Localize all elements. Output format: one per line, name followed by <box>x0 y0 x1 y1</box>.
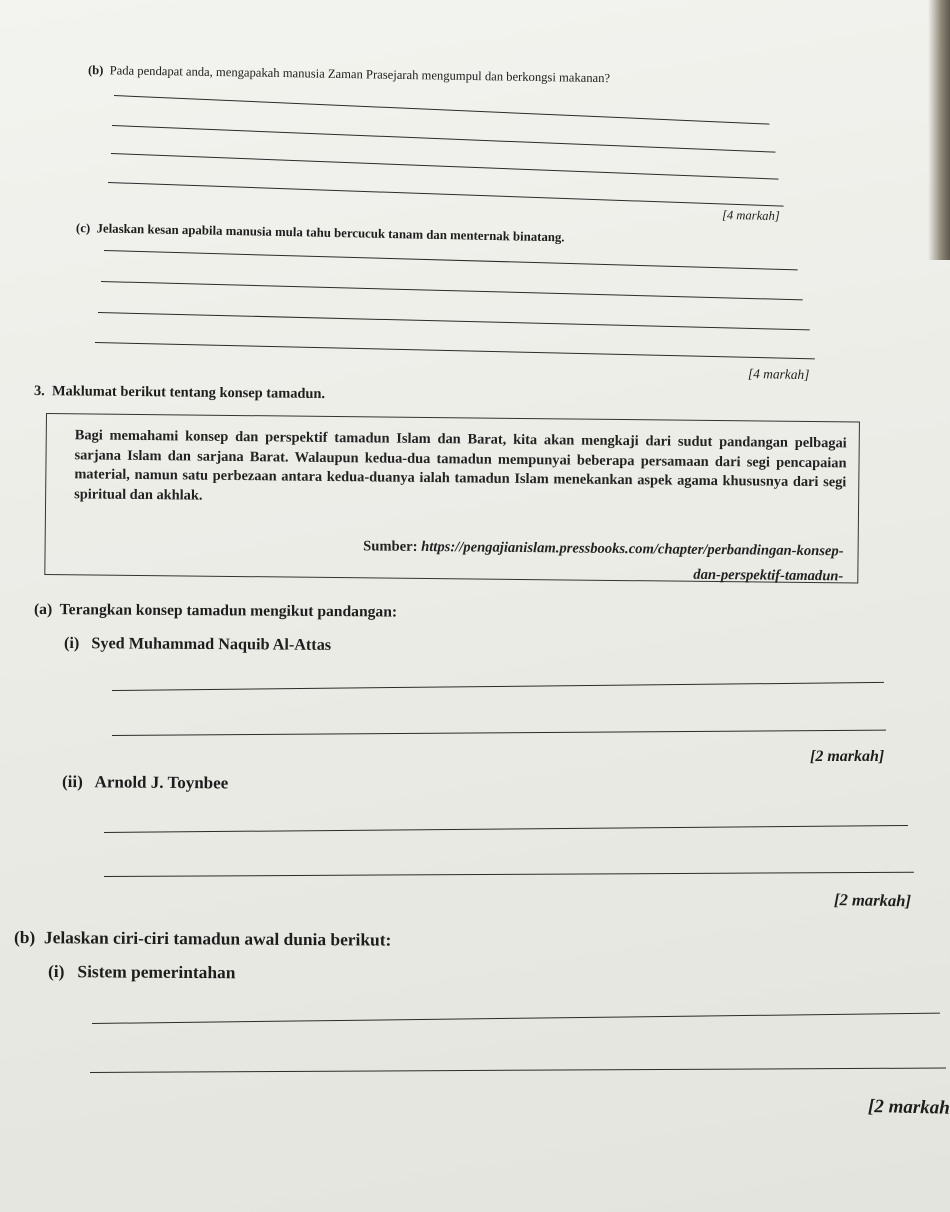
answer-line[interactable] <box>95 342 815 359</box>
source-url-2: dan-perspektif-tamadun- <box>693 566 844 585</box>
subquestion-label: (ii) <box>61 772 83 792</box>
question-label: (c) <box>75 221 91 236</box>
answer-line[interactable] <box>104 250 798 270</box>
answer-line[interactable] <box>111 153 779 180</box>
info-passage: Bagi memahami konsep dan perspektif tamadun Islam dan Barat, kita akan mengkaji dari sudut pandangan pelbagai sarjana Islam dan sarjana Barat. Walaupun kedua-dua tamadun mempunyai beberapa persamaan dari segi pencapaian material, namun satu perbezaan antara kedua-duanya ialah tamadun Islam menekankan aspek agama khususnya dari segi spiritual dan akhlak. <box>74 427 847 504</box>
question-text: Pada pendapat anda, mengapakah manusia Zaman Prasejarah mengumpul dan berkongsi makanan? <box>109 63 611 86</box>
page-edge-shadow <box>928 0 950 260</box>
info-box <box>44 413 860 584</box>
subquestion-label: (i) <box>47 961 65 982</box>
answer-line[interactable] <box>98 312 810 330</box>
question-label: (a) <box>33 601 53 619</box>
subquestion-text: Sistem pemerintahan <box>77 961 236 983</box>
question-3b <box>14 927 391 951</box>
question-intro: Maklumat berikut tentang konsep tamadun. <box>51 383 326 403</box>
marks-label: [4 markah] <box>721 208 780 224</box>
question-3-heading <box>34 383 325 403</box>
question-3b-i <box>48 961 236 983</box>
marks-label: [2 markah <box>867 1096 950 1119</box>
question-text: Terangkan konsep tamadun mengikut pandangan: <box>59 601 398 621</box>
source-label: Sumber: <box>363 538 418 555</box>
question-text: Jelaskan ciri-ciri tamadun awal dunia berikut: <box>43 927 392 950</box>
question-3a-ii <box>62 772 228 793</box>
question-label: (b) <box>87 63 104 78</box>
marks-label: [4 markah] <box>747 366 810 383</box>
answer-line[interactable] <box>108 182 784 207</box>
source-citation <box>283 533 843 589</box>
question-label: (b) <box>13 927 36 948</box>
answer-line[interactable] <box>104 825 908 833</box>
source-url-1: https://pengajianislam.pressbooks.com/chapter/perbandingan-konsep- <box>421 538 844 560</box>
subquestion-text: Arnold J. Toynbee <box>94 772 229 793</box>
subquestion-label: (i) <box>63 634 80 653</box>
question-c <box>76 221 565 245</box>
answer-line[interactable] <box>112 730 886 736</box>
answer-line[interactable] <box>112 682 884 691</box>
answer-line[interactable] <box>101 281 803 300</box>
answer-line[interactable] <box>90 1068 946 1073</box>
answer-line[interactable] <box>104 872 914 877</box>
marks-label: [2 markah] <box>810 748 885 765</box>
question-b-top <box>88 63 610 86</box>
marks-label: [2 markah] <box>833 890 912 911</box>
answer-line[interactable] <box>92 1013 940 1024</box>
subquestion-text: Syed Muhammad Naquib Al-Attas <box>91 634 332 654</box>
answer-line[interactable] <box>112 125 776 153</box>
question-text: Jelaskan kesan apabila manusia mula tahu bercucuk tanam dan menternak binatang. <box>96 221 565 245</box>
question-3a <box>34 601 397 622</box>
question-3a-i <box>64 634 331 655</box>
question-number: 3. <box>33 383 45 400</box>
answer-line[interactable] <box>114 95 769 125</box>
